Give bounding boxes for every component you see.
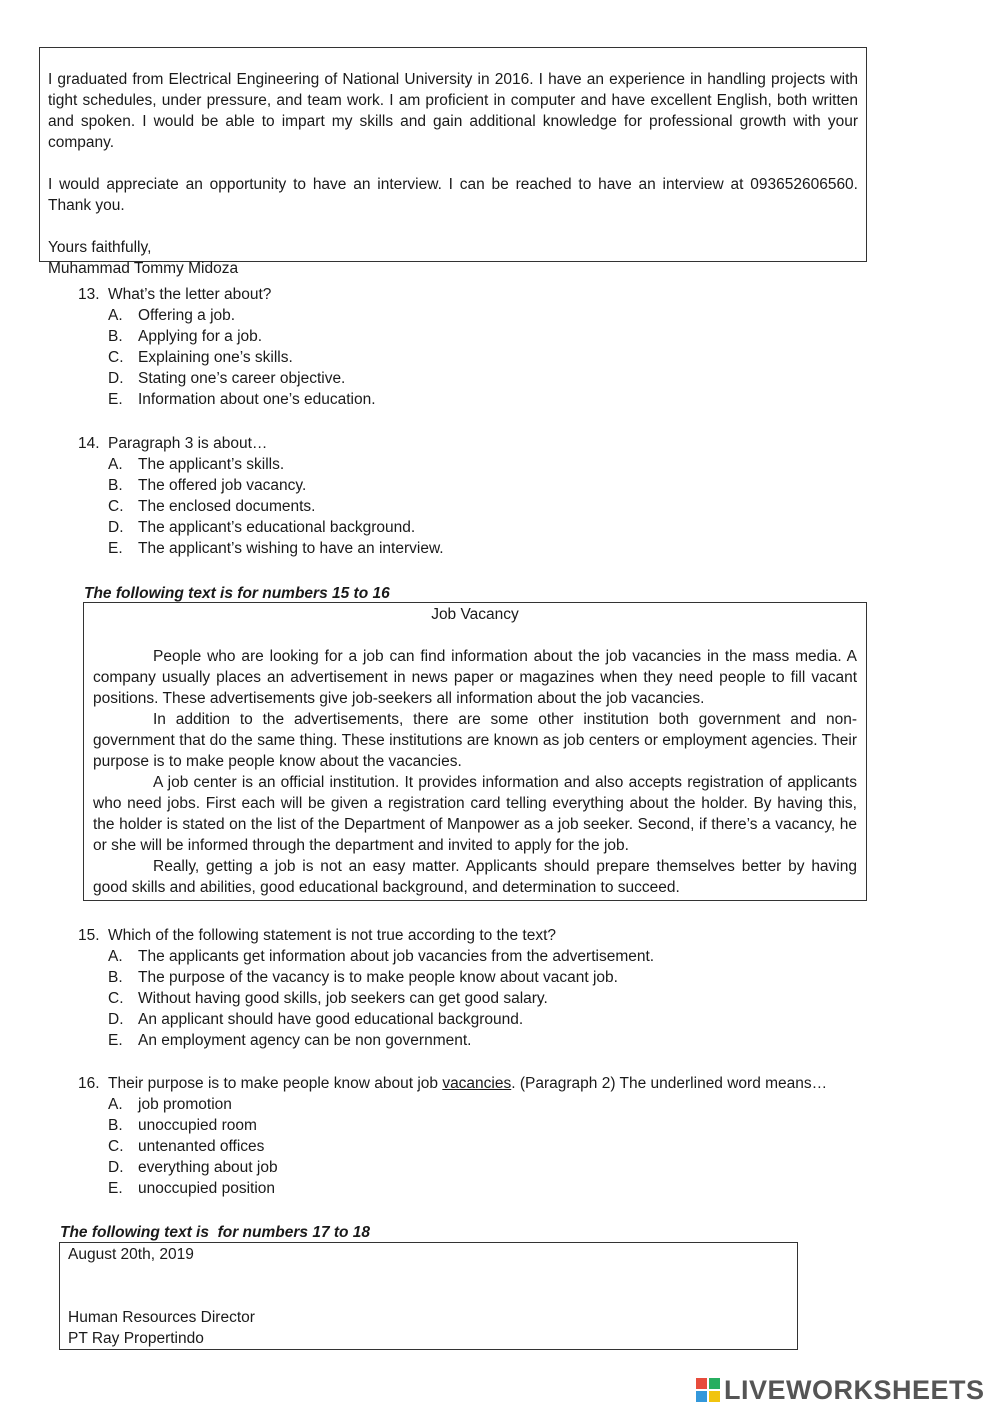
underlined-word: vacancies [442, 1075, 512, 1092]
question-13 [78, 284, 878, 410]
text-title: Job Vacancy [431, 606, 519, 623]
option-c[interactable]: C. Explaining one’s skills. [108, 349, 293, 366]
option-a[interactable]: A. The applicant’s skills. [108, 456, 285, 473]
option-d[interactable]: D. Stating one’s career objective. [108, 370, 346, 387]
vacancy-paragraph-3: A job center is an official institution. It provides information and also accepts registration of applicants who need jobs. First each will be given a registration card telling everything about the holder. By having this, the holder is stated on the list of the Department of Manpower as a job seeker. Second, if there’s a vacancy, he or she will be informed through the department and invited to apply for the job. [93, 774, 857, 854]
option-a[interactable]: A. Offering a job. [108, 307, 236, 324]
question-number: 15. [78, 927, 100, 944]
option-a[interactable]: A. job promotion [108, 1096, 232, 1113]
question-stem: Paragraph 3 is about… [108, 435, 268, 452]
section-heading-15-16: The following text is for numbers 15 to 16 [84, 585, 390, 602]
option-c[interactable]: C. untenanted offices [108, 1138, 265, 1155]
recipient-title: Human Resources Director [68, 1309, 255, 1326]
question-15 [78, 925, 878, 1051]
logo-icon [696, 1378, 720, 1402]
option-a[interactable]: A. The applicants get information about job vacancies from the advertisement. [108, 948, 655, 965]
option-c[interactable]: C. The enclosed documents. [108, 498, 316, 515]
option-d[interactable]: D. everything about job [108, 1159, 278, 1176]
options-list [78, 454, 878, 559]
section-heading-17-18: The following text is for numbers 17 to 18 [60, 1224, 371, 1241]
letter-closing: Yours faithfully, [48, 239, 152, 256]
option-b[interactable]: B. The purpose of the vacancy is to make people know about vacant job. [108, 969, 618, 986]
option-c[interactable]: C. Without having good skills, job seekers can get good salary. [108, 990, 548, 1007]
letter-paragraph-1: I graduated from Electrical Engineering of National University in 2016. I have an experience in handling projects with tight schedules, under pressure, and team work. I am proficient in computer and have excellent English, both written and spoken. I would be able to impart my skills and gain additional knowledge for professional growth with your company. [48, 71, 858, 151]
question-number: 13. [78, 286, 100, 303]
option-e[interactable]: E. unoccupied position [108, 1180, 276, 1197]
vacancy-paragraph-4: Really, getting a job is not an easy matter. Applicants should prepare themselves better by having good skills and abilities, good educational background, and determination to succeed. [93, 858, 857, 896]
option-e[interactable]: E. An employment agency can be non government. [108, 1032, 472, 1049]
letter-17-18-box [59, 1242, 798, 1350]
option-d[interactable]: D. An applicant should have good educational background. [108, 1011, 524, 1028]
job-vacancy-text-box [83, 602, 867, 901]
question-stem: What’s the letter about? [108, 286, 272, 303]
recipient-company: PT Ray Propertindo [68, 1330, 204, 1347]
question-16 [78, 1073, 878, 1199]
option-b[interactable]: B. The offered job vacancy. [108, 477, 307, 494]
question-number: 14. [78, 435, 100, 452]
options-list [78, 946, 878, 1051]
question-stem-before: Their purpose is to make people know about job [108, 1075, 443, 1092]
letter-date: August 20th, 2019 [68, 1246, 194, 1263]
question-stem-after: . (Paragraph 2) The underlined word means… [511, 1075, 828, 1092]
options-list [78, 305, 878, 410]
question-14 [78, 433, 878, 559]
logo-text: LIVEWORKSHEETS [724, 1374, 985, 1405]
question-stem: Which of the following statement is not true according to the text? [108, 927, 557, 944]
liveworksheets-logo[interactable] [696, 1374, 985, 1405]
options-list [78, 1094, 878, 1199]
letter-box [39, 47, 867, 277]
option-b[interactable]: B. unoccupied room [108, 1117, 257, 1134]
option-e[interactable]: E. Information about one’s education. [108, 391, 376, 408]
question-number: 16. [78, 1075, 100, 1092]
option-b[interactable]: B. Applying for a job. [108, 328, 263, 345]
option-e[interactable]: E. The applicant’s wishing to have an interview. [108, 540, 444, 557]
letter-paragraph-2: I would appreciate an opportunity to have an interview. I can be reached to have an interview at 093652606560. Thank you. [48, 176, 858, 214]
letter-signature: Muhammad Tommy Midoza [48, 260, 239, 277]
option-d[interactable]: D. The applicant’s educational background. [108, 519, 416, 536]
vacancy-paragraph-1: People who are looking for a job can find information about the job vacancies in the mass media. A company usually places an advertisement in news paper or magazines when they need people to fill vacant positions. These advertisements give job-seekers all information about the job vacancies. [93, 648, 857, 707]
vacancy-paragraph-2: In addition to the advertisements, there are some other institution both government and non-government that do the same thing. These institutions are known as job centers or employment agencies. Their purpose is to make people know about the vacancies. [93, 711, 857, 770]
